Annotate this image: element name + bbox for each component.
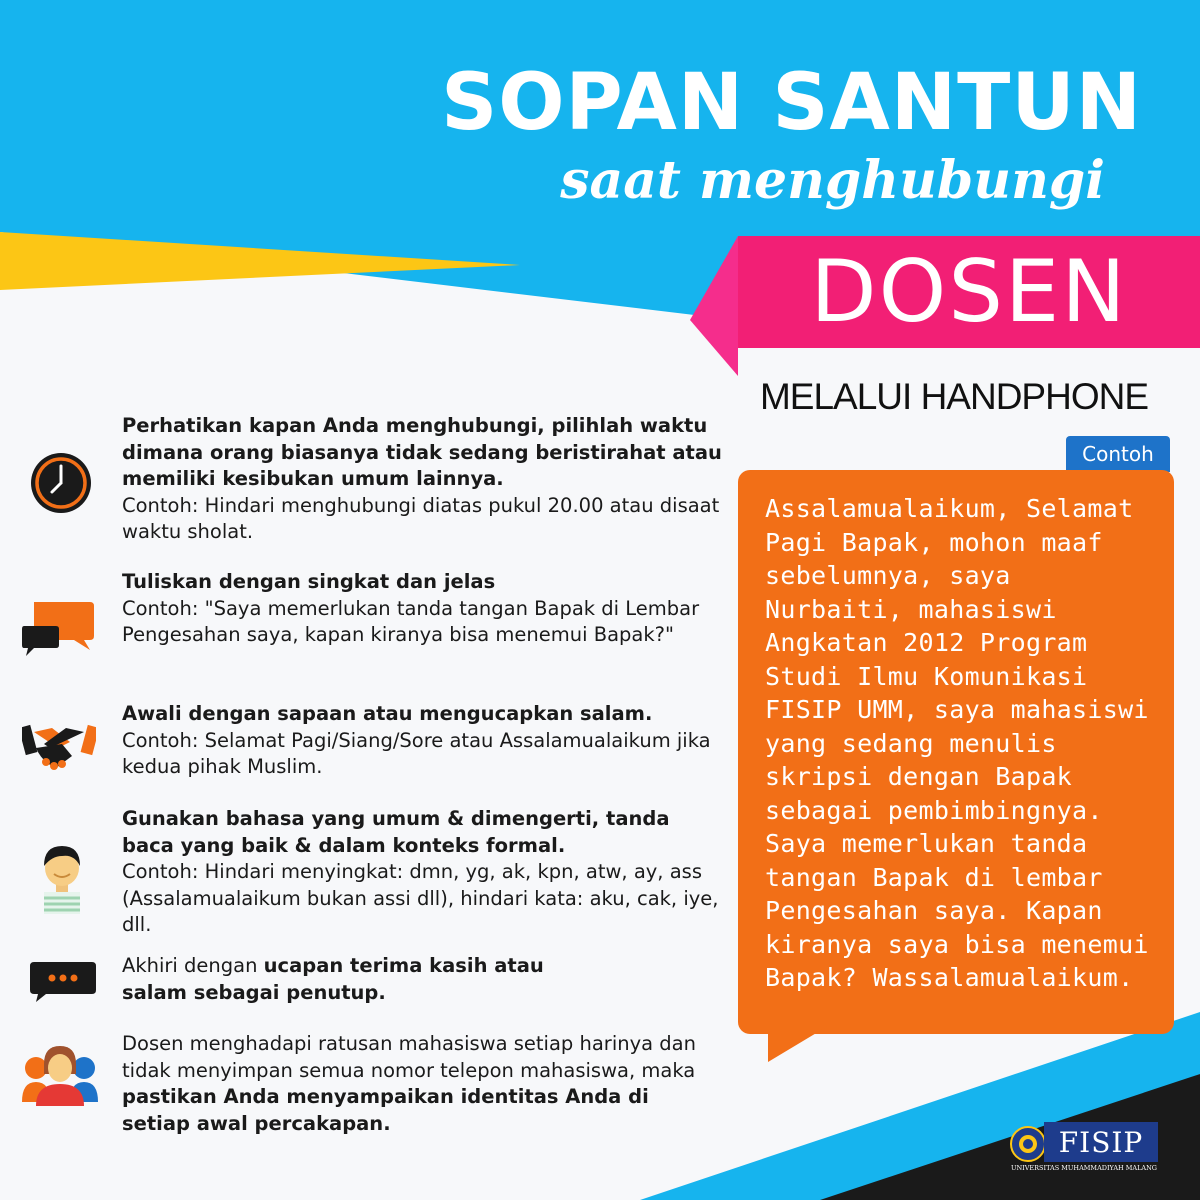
example-message-text: Assalamualaikum, Selamat Pagi Bapak, mohon maaf sebelumnya, saya Nurbaiti, mahasiswi Angkatan 2012 Program Studi Ilmu Komunikasi FISIP UMM, saya mahasiswi yang sedang menulis skripsi dengan Bapak sebagai pembimbingnya. Saya memerlukan tanda tangan Bapak di lembar Pengesahan saya. Kapan kiranya saya bisa menemui Bapak? Wassalamualaikum. (765, 494, 1149, 992)
tip-identity-bold: pastikan Anda menyampaikan identitas Anda di setiap awal percakapan. (122, 1085, 649, 1135)
typing-bubble-icon (30, 962, 96, 1002)
tip-timing-example: Contoh: Hindari menghubungi diatas pukul 20.00 atau disaat waktu sholat. (122, 493, 720, 543)
tip-greeting-heading: Awali dengan sapaan atau mengucapkan salam. (122, 702, 653, 725)
person-icon (38, 840, 86, 914)
tip-greeting (122, 701, 722, 781)
fisip-logo-name: FISIP (1044, 1122, 1158, 1162)
handshake-icon (22, 718, 96, 772)
banner-dosen: DOSEN (810, 242, 1128, 342)
title-sopan-santun: SOPAN SANTUN (441, 58, 1142, 148)
chat-bubbles-icon (22, 600, 96, 658)
clock-icon (30, 452, 92, 514)
tip-closing-bold: ucapan terima kasih atau salam sebagai penutup. (122, 954, 544, 1004)
tip-timing-heading: Perhatikan kapan Anda menghubungi, pilihlah waktu dimana orang biasanya tidak sedang beristirahat atau memiliki kesibukan umum lainnya. (122, 414, 722, 490)
fisip-logo-caption: UNIVERSITAS MUHAMMADIYAH MALANG (1010, 1164, 1157, 1172)
example-tag: Contoh (1066, 436, 1170, 472)
subtitle-saat-menghubungi: saat menghubungi (560, 150, 1105, 211)
tip-concise-heading: Tuliskan dengan singkat dan jelas (122, 570, 496, 593)
tagline-melalui-handphone: MELALUI HANDPHONE (759, 376, 1148, 417)
tip-language-heading: Gunakan bahasa yang umum & dimengerti, tanda baca yang baik & dalam konteks formal. (122, 807, 670, 857)
fisip-logo (1010, 1120, 1158, 1174)
tip-identity-text: Dosen menghadapi ratusan mahasiswa setiap harinya dan tidak menyimpan semua nomor telepon mahasiswa, maka (122, 1032, 696, 1082)
tip-language (122, 806, 722, 939)
umm-seal-icon (1010, 1126, 1046, 1162)
tip-closing-text: Akhiri dengan (122, 954, 264, 977)
tip-timing (122, 413, 722, 546)
tip-closing (122, 953, 582, 1006)
tip-concise-example: Contoh: "Saya memerlukan tanda tangan Bapak di Lembar Pengesahan saya, kapan kiranya bisa menemui Bapak?" (122, 596, 700, 646)
tip-language-example: Contoh: Hindari menyingkat: dmn, yg, ak, kpn, atw, ay, ass (Assalamualaikum bukan assi dll), hindari kata: aku, cak, iye, dll. (122, 860, 719, 936)
tip-identity (122, 1031, 712, 1137)
example-message-bubble (738, 470, 1174, 1034)
bubble-tail (768, 1026, 828, 1066)
tip-concise (122, 569, 722, 649)
group-icon (22, 1044, 98, 1106)
tip-greeting-example: Contoh: Selamat Pagi/Siang/Sore atau Assalamualaikum jika kedua pihak Muslim. (122, 728, 711, 778)
